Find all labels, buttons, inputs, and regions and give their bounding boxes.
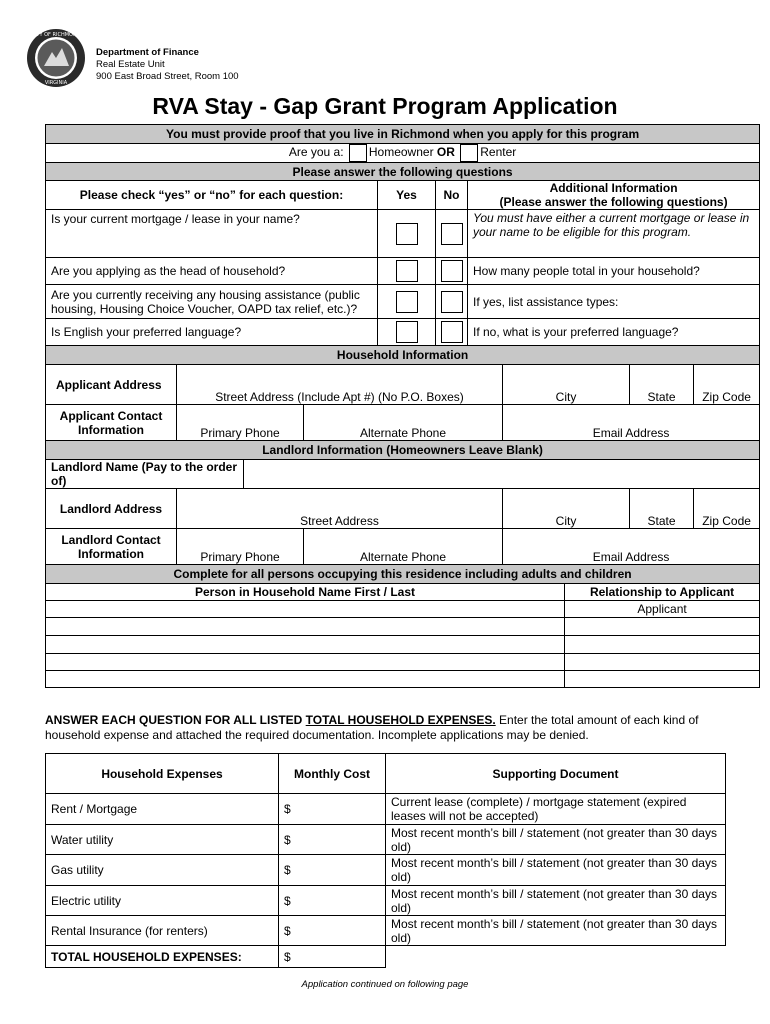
are-you-label: Are you a: [288, 145, 344, 160]
landlord-primary-phone-caption: Primary Phone [177, 550, 304, 565]
expense-row [46, 855, 726, 886]
q2-no-checkbox[interactable] [441, 260, 463, 282]
household-count-field[interactable]: How many people total in your household? [468, 258, 760, 285]
occupant-name-input[interactable] [46, 654, 565, 671]
homeowner-label: Homeowner [368, 145, 434, 160]
q4-no-checkbox[interactable] [441, 321, 463, 343]
landlord-street-input[interactable] [177, 489, 503, 514]
q3-yes-checkbox[interactable] [396, 291, 418, 313]
question-text: Is your current mortgage / lease in your name? [46, 210, 378, 258]
street-caption: Street Address (Include Apt #) (No P.O. Boxes) [177, 390, 503, 405]
expense-name: Gas utility [46, 855, 279, 886]
landlord-heading: Landlord Information (Homeowners Leave Blank) [46, 441, 760, 460]
application-form-table [45, 124, 760, 688]
landlord-state-caption: State [630, 514, 694, 529]
total-cost-input[interactable]: $ [279, 946, 386, 968]
expense-document: Most recent month’s bill / statement (not greater than 30 days old) [386, 855, 726, 886]
landlord-address-label: Landlord Address [46, 489, 177, 529]
occupant-relationship-input[interactable] [565, 654, 760, 671]
expense-total-row [46, 946, 726, 968]
question-row [46, 258, 760, 285]
expense-name: Water utility [46, 825, 279, 855]
landlord-street-caption: Street Address [177, 514, 503, 529]
expense-name: Electric utility [46, 886, 279, 916]
expense-row [46, 825, 726, 855]
expense-document: Most recent month’s bill / statement (not greater than 30 days old) [386, 825, 726, 855]
occupant-row [46, 618, 760, 636]
landlord-city-input[interactable] [503, 489, 630, 514]
expenses-instructions [45, 713, 735, 743]
occupant-row [46, 636, 760, 654]
or-label: OR [436, 145, 455, 160]
applicant-zip-input[interactable] [694, 365, 760, 390]
occupant-relationship: Applicant [565, 601, 760, 618]
yes-column-header: Yes [378, 181, 436, 210]
zip-caption: Zip Code [694, 390, 760, 405]
question-row [46, 319, 760, 346]
instructions-suffix: Enter the total amount of each kind of household expense and attached the required documentation. Incomplete applications may be denied. [45, 713, 699, 742]
department-header [96, 47, 239, 83]
question-text: Are you currently receiving any housing assistance (public housing, Housing Choice Voucher, OAPD tax relief, etc.)? [46, 285, 378, 319]
additional-info-subtitle: (Please answer the following questions) [499, 195, 728, 209]
question-info: You must have either a current mortgage or lease in your name to be eligible for this program. [468, 210, 760, 258]
applicant-street-input[interactable] [177, 365, 503, 390]
landlord-primary-phone-input[interactable] [177, 529, 304, 550]
renter-label: Renter [480, 145, 517, 160]
expense-column-header: Household Expenses [46, 754, 279, 794]
landlord-zip-caption: Zip Code [694, 514, 760, 529]
occupants-heading: Complete for all persons occupying this residence including adults and children [46, 565, 760, 584]
occupant-relationship-input[interactable] [565, 618, 760, 636]
additional-info-header [468, 181, 760, 210]
email-caption: Email Address [503, 426, 760, 441]
expense-document: Most recent month’s bill / statement (not greater than 30 days old) [386, 916, 726, 946]
landlord-zip-input[interactable] [694, 489, 760, 514]
city-caption: City [503, 390, 630, 405]
expense-row [46, 794, 726, 825]
q1-yes-checkbox[interactable] [396, 223, 418, 245]
proof-heading: You must provide proof that you live in Richmond when you apply for this program [46, 125, 760, 144]
expense-cost-input[interactable]: $ [279, 916, 386, 946]
occupant-relationship-input[interactable] [565, 671, 760, 688]
expense-cost-input[interactable]: $ [279, 855, 386, 886]
dept-name: Department of Finance [96, 47, 199, 58]
expense-name: Rent / Mortgage [46, 794, 279, 825]
household-heading: Household Information [46, 346, 760, 365]
applicant-contact-label: Applicant Contact Information [46, 405, 177, 441]
expense-document: Current lease (complete) / mortgage statement (expired leases will not be accepted) [386, 794, 726, 825]
relationship-header: Relationship to Applicant [565, 584, 760, 601]
primary-phone-caption: Primary Phone [177, 426, 304, 441]
seal-text-top: CITY OF RICHMOND [31, 32, 81, 38]
question-column-header: Please check “yes” or “no” for each question: [46, 181, 378, 210]
alternate-phone-caption: Alternate Phone [304, 426, 503, 441]
instructions-underlined: TOTAL HOUSEHOLD EXPENSES. [305, 713, 496, 727]
occupant-row [46, 654, 760, 671]
assistance-types-field[interactable]: If yes, list assistance types: [468, 285, 760, 319]
residency-type-row [46, 144, 760, 163]
question-row [46, 285, 760, 319]
occupant-name-input[interactable] [46, 601, 565, 618]
question-row [46, 210, 760, 258]
cost-column-header: Monthly Cost [279, 754, 386, 794]
q1-no-checkbox[interactable] [441, 223, 463, 245]
applicant-state-input[interactable] [630, 365, 694, 390]
preferred-language-field[interactable]: If no, what is your preferred language? [468, 319, 760, 346]
expense-name: Rental Insurance (for renters) [46, 916, 279, 946]
instructions-prefix: ANSWER EACH QUESTION FOR ALL LISTED [45, 713, 306, 727]
landlord-alternate-phone-input[interactable] [304, 529, 503, 550]
question-text: Is English your preferred language? [46, 319, 378, 346]
question-text: Are you applying as the head of household? [46, 258, 378, 285]
landlord-contact-label: Landlord Contact Information [46, 529, 177, 565]
expense-cost-input[interactable]: $ [279, 886, 386, 916]
applicant-alternate-phone-input[interactable] [304, 405, 503, 426]
dept-unit: Real Estate Unit [96, 59, 165, 70]
landlord-name-label: Landlord Name (Pay to the order of) [46, 460, 244, 489]
expense-row [46, 886, 726, 916]
landlord-email-caption: Email Address [503, 550, 760, 565]
occupant-row [46, 671, 760, 688]
expense-row [46, 916, 726, 946]
applicant-primary-phone-input[interactable] [177, 405, 304, 426]
occupant-relationship-input[interactable] [565, 636, 760, 654]
city-seal-logo [26, 28, 86, 88]
landlord-city-caption: City [503, 514, 630, 529]
dept-address: 900 East Broad Street, Room 100 [96, 71, 239, 82]
landlord-name-input[interactable] [244, 460, 760, 489]
household-expenses-table [45, 753, 726, 968]
expense-cost-input[interactable]: $ [279, 825, 386, 855]
applicant-email-input[interactable] [503, 405, 760, 426]
occupant-name-header: Person in Household Name First / Last [46, 584, 565, 601]
q4-yes-checkbox[interactable] [396, 321, 418, 343]
applicant-address-label: Applicant Address [46, 365, 177, 405]
occupant-row [46, 601, 760, 618]
document-column-header: Supporting Document [386, 754, 726, 794]
occupant-name-input[interactable] [46, 618, 565, 636]
landlord-email-input[interactable] [503, 529, 760, 550]
occupant-name-input[interactable] [46, 671, 565, 688]
landlord-state-input[interactable] [630, 489, 694, 514]
renter-checkbox[interactable] [460, 144, 478, 162]
expense-cost-input[interactable]: $ [279, 794, 386, 825]
no-column-header: No [436, 181, 468, 210]
page-title: RVA Stay - Gap Grant Program Application [152, 93, 618, 119]
expense-document: Most recent month’s bill / statement (not greater than 30 days old) [386, 886, 726, 916]
continued-footer: Application continued on following page [301, 979, 469, 990]
state-caption: State [630, 390, 694, 405]
seal-text-bottom: VIRGINIA [44, 80, 68, 86]
homeowner-checkbox[interactable] [349, 144, 367, 162]
q3-no-checkbox[interactable] [441, 291, 463, 313]
questions-heading: Please answer the following questions [46, 163, 760, 181]
q2-yes-checkbox[interactable] [396, 260, 418, 282]
additional-info-title: Additional Information [549, 181, 678, 195]
occupant-name-input[interactable] [46, 636, 565, 654]
landlord-alternate-phone-caption: Alternate Phone [304, 550, 503, 565]
total-expenses-label: TOTAL HOUSEHOLD EXPENSES: [46, 946, 279, 968]
applicant-city-input[interactable] [503, 365, 630, 390]
